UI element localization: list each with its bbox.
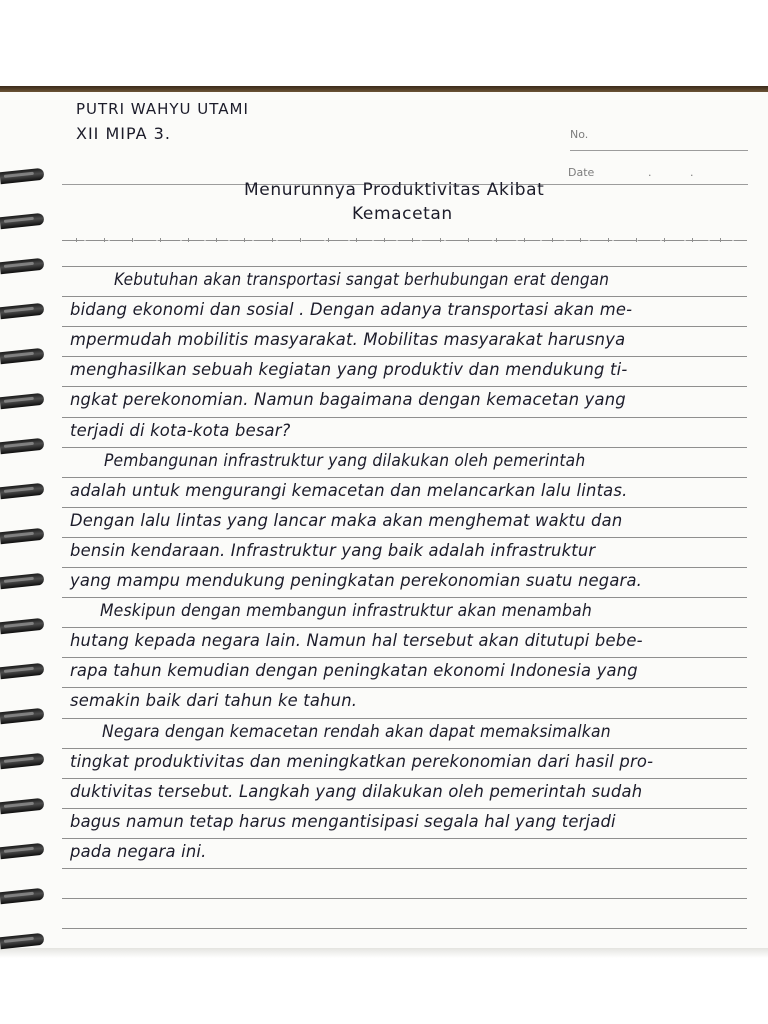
student-class: XII MIPA 3.: [76, 124, 171, 143]
essay-line: Meskipun dengan membangun infrastruktur akan menambah: [100, 601, 593, 620]
ruled-line: [62, 326, 747, 327]
essay-line: pada negara ini.: [70, 842, 207, 861]
spiral-ring: [0, 213, 45, 230]
title-line-2: Kemacetan: [352, 204, 453, 224]
ruled-line: [62, 296, 747, 297]
essay-line: Negara dengan kemacetan rendah akan dapat memaksimalkan: [102, 722, 611, 741]
ruled-line: [62, 718, 747, 719]
essay-line: tingkat produktivitas dan meningkatkan perekonomian dari hasil pro-: [70, 752, 654, 771]
essay-line: Pembangunan infrastruktur yang dilakukan oleh pemerintah: [104, 451, 586, 470]
spiral-ring: [0, 573, 45, 590]
student-name: PUTRI WAHYU UTAMI: [76, 100, 249, 118]
date-label: Date: [568, 166, 595, 179]
essay-line: bidang ekonomi dan sosial . Dengan adanya transportasi akan me-: [70, 300, 633, 319]
spiral-ring: [0, 303, 45, 320]
no-label: No.: [570, 128, 589, 141]
ruled-line: [62, 386, 747, 387]
essay-line: Kebutuhan akan transportasi sangat berhubungan erat dengan: [114, 270, 610, 289]
ruled-line: [62, 898, 747, 899]
essay-line: ngkat perekonomian. Namun bagaimana dengan kemacetan yang: [70, 390, 626, 409]
essay-line: mpermudah mobilitis masyarakat. Mobilitas masyarakat harusnya: [70, 330, 626, 349]
ruled-line: [62, 748, 747, 749]
ruled-line: [62, 838, 747, 839]
title-guide-line: [62, 240, 747, 241]
essay-line: Dengan lalu lintas yang lancar maka akan menghemat waktu dan: [70, 511, 623, 530]
ruled-line: [62, 657, 747, 658]
ruled-line: [62, 868, 747, 869]
spiral-ring: [0, 753, 45, 770]
essay-line: menghasilkan sebuah kegiatan yang produktiv dan mendukung ti-: [70, 360, 628, 379]
ruled-line: [62, 808, 747, 809]
notebook-page-photo: No. Date . . PUTRI WAHYU UTAMI XII MIPA 3. Menurunnya Produktivitas Akibat Kemacetan Kebutuhan akan transportasi sangat berhubungan erat dengan bidang ekonomi dan sosial . Dengan adanya transportasi akan me- mpermudah mobilitis masyarakat. Mobilitas masyarakat harusnya menghasilkan sebuah kegiatan yang produktiv dan mendukung ti- ngkat perekonomian. Namun bagaimana dengan kemacetan yang terjadi di kota-kota besar? Pembangunan infrastruktur yang dilakukan oleh pemerintah adalah untuk mengurangi kemacetan dan melancarkan lalu lintas. Dengan lalu lintas yang lancar maka akan menghemat waktu dan bensin kendaraan. Infrastruktur yang baik adalah infrastruktur yang mampu mendukung peningkatan perekonomian suatu negara. Meskipun dengan membangun infrastruktur akan menambah hutang kepada negara lain. Namun hal tersebut akan ditutupi bebe- rapa tahun kemudian dengan peningkatan ekonomi Indonesia yang semakin baik dari tahun ke tahun. Negara dengan kemacetan rendah akan dapat memaksimalkan tingkat produktivitas dan meningkatkan perekonomian dari hasil pro- duktivitas tersebut. Langkah yang dilakukan oleh pemerintah sudah bagus namun tetap harus mengantisipasi segala hal yang terjadi pada negara ini.: [0, 0, 768, 1024]
ruled-line: [62, 356, 747, 357]
ruled-line: [62, 537, 747, 538]
essay-line: bensin kendaraan. Infrastruktur yang baik adalah infrastruktur: [70, 541, 596, 560]
spiral-ring: [0, 483, 45, 500]
ruled-line: [62, 928, 747, 929]
ruled-line: [62, 627, 747, 628]
ruled-line: [62, 266, 747, 267]
ruled-line: [62, 597, 747, 598]
essay-line: duktivitas tersebut. Langkah yang dilakukan oleh pemerintah sudah: [70, 782, 643, 801]
spiral-ring: [0, 528, 45, 545]
paper-bottom-edge: [0, 948, 768, 958]
spiral-binding: [0, 92, 50, 952]
ruled-line: [62, 477, 747, 478]
spiral-ring: [0, 798, 45, 815]
spiral-ring: [0, 933, 45, 950]
spiral-ring: [0, 708, 45, 725]
spiral-ring: [0, 168, 45, 185]
essay-line: terjadi di kota-kota besar?: [70, 421, 291, 440]
no-field-line: [570, 150, 748, 151]
background-top: [0, 0, 768, 90]
ruled-line: [62, 447, 747, 448]
spiral-ring: [0, 258, 45, 275]
title-line-1: Menurunnya Produktivitas Akibat: [244, 180, 545, 200]
essay-line: semakin baik dari tahun ke tahun.: [70, 691, 358, 710]
ruled-line: [62, 417, 747, 418]
spiral-ring: [0, 663, 45, 680]
spiral-ring: [0, 438, 45, 455]
essay-line: yang mampu mendukung peningkatan perekonomian suatu negara.: [70, 571, 643, 590]
essay-line: bagus namun tetap harus mengantisipasi segala hal yang terjadi: [70, 812, 616, 831]
spiral-ring: [0, 348, 45, 365]
ruled-line: [62, 567, 747, 568]
spiral-ring: [0, 843, 45, 860]
spiral-ring: [0, 888, 45, 905]
ruled-line: [62, 778, 747, 779]
spiral-ring: [0, 618, 45, 635]
ruled-line: [62, 507, 747, 508]
essay-line: hutang kepada negara lain. Namun hal tersebut akan ditutupi bebe-: [70, 631, 643, 650]
spiral-ring: [0, 393, 45, 410]
essay-line: adalah untuk mengurangi kemacetan dan melancarkan lalu lintas.: [70, 481, 628, 500]
ruled-line: [62, 687, 747, 688]
essay-line: rapa tahun kemudian dengan peningkatan ekonomi Indonesia yang: [70, 661, 638, 680]
